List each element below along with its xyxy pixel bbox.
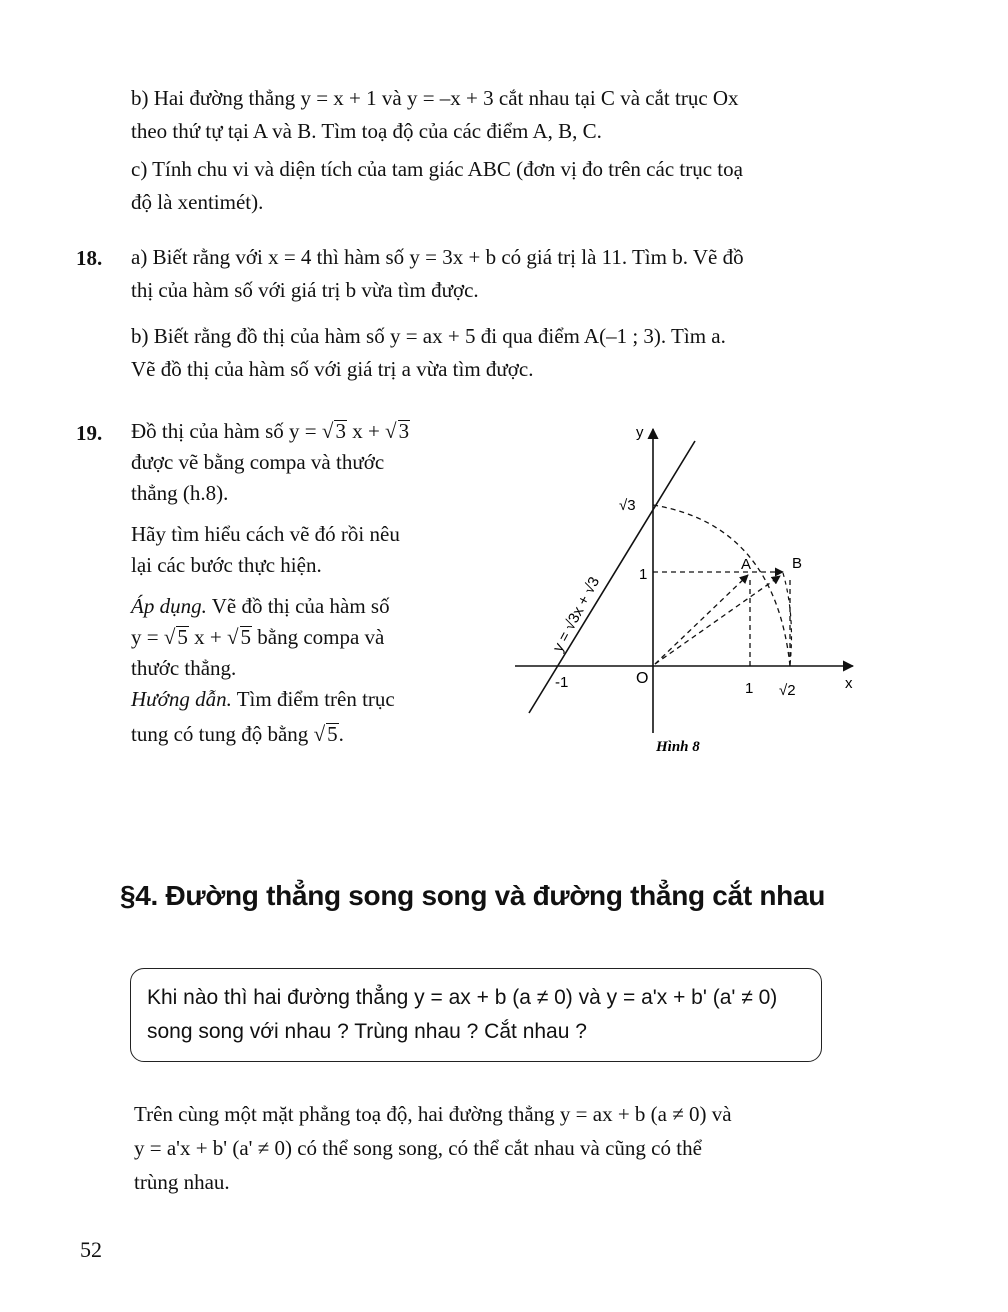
exercise-17-b-line2: theo thứ tự tại A và B. Tìm toạ độ của các điểm A, B, C.: [131, 119, 602, 143]
label-point-a: A: [741, 556, 752, 573]
exercise-19-line2: được vẽ bằng compa và thước: [131, 450, 385, 474]
exercise-19-hint: Hướng dẫn. Tìm điểm trên trục: [131, 687, 395, 711]
sqrt-5-c: 5: [327, 722, 338, 746]
label-minus-1: -1: [555, 674, 569, 691]
label-y-axis: y: [636, 424, 644, 441]
exercise-17-c-line1: c) Tính chu vi và diện tích của tam giác ABC (đơn vị đo trên các trục toạ: [131, 157, 743, 181]
sqrt-3-a: 3: [335, 419, 346, 443]
vector-ob: [655, 576, 780, 664]
apply-label: Áp dụng.: [131, 594, 207, 618]
exercise-18-a: [131, 241, 744, 307]
label-origin: O: [636, 670, 649, 687]
exercise-19-line1: Đồ thị của hàm số y = √3 x + √3: [131, 419, 410, 443]
question-line1: Khi nào thì hai đường thẳng y = ax + b (a ≠ 0) và y = a'x + b' (a' ≠ 0): [147, 986, 778, 1009]
question-box: [130, 968, 822, 1062]
label-sqrt2: √2: [779, 682, 796, 699]
graph-line: [529, 441, 695, 713]
question-box-text: [147, 981, 777, 1049]
hint-label: Hướng dẫn.: [131, 687, 232, 711]
exercise-17-b-line1: b) Hai đường thẳng y = x + 1 và y = –x + 3 cắt nhau tại C và cắt trục Ox: [131, 86, 739, 110]
label-1-x: 1: [745, 680, 754, 697]
label-x-axis: x: [845, 675, 853, 692]
exercise-19-line4: Hãy tìm hiểu cách vẽ đó rồi nêu: [131, 522, 400, 546]
compass-arc-large: [653, 505, 790, 666]
exercise-18-a-line1: a) Biết rằng với x = 4 thì hàm số y = 3x + b có giá trị là 11. Tìm b. Vẽ đồ: [131, 245, 744, 269]
body-line3: trùng nhau.: [134, 1170, 230, 1194]
body-line1: Trên cùng một mặt phẳng toạ độ, hai đường thẳng y = ax + b (a ≠ 0) và: [134, 1102, 732, 1126]
question-line2: song song với nhau ? Trùng nhau ? Cắt nhau ?: [147, 1020, 587, 1043]
section-title: §4. Đường thẳng song song và đường thẳng cắt nhau: [120, 880, 826, 911]
exercise-18-b-line1: b) Biết rằng đồ thị của hàm số y = ax + 5 đi qua điểm A(–1 ; 3). Tìm a.: [131, 324, 726, 348]
body-paragraph: [134, 1097, 732, 1199]
exercise-17-c-line2: độ là xentimét).: [131, 190, 264, 214]
sqrt-5-a: 5: [177, 625, 188, 649]
exercise-17-c: [131, 153, 743, 219]
exercise-19-number: 19.: [76, 421, 103, 445]
page-number: 52: [80, 1237, 102, 1262]
exercise-18-number: 18.: [76, 246, 103, 270]
sqrt-3-b: 3: [398, 419, 410, 443]
exercise-19-apply-line3: thước thẳng.: [131, 656, 237, 680]
exercise-18-b-line2: Vẽ đồ thị của hàm số với giá trị a vừa tìm được.: [131, 357, 534, 381]
exercise-17-b: [131, 82, 739, 148]
label-graph-line: y = √3x + √3: [549, 574, 604, 655]
label-1-y: 1: [639, 566, 648, 583]
exercise-19-text: [131, 416, 471, 750]
sqrt-5-b: 5: [240, 625, 251, 649]
exercise-19-apply-eq: y = √5 x + √5 bằng compa và: [131, 625, 385, 649]
vector-oa: [655, 575, 748, 664]
exercise-18-a-line2: thị của hàm số với giá trị b vừa tìm được.: [131, 278, 479, 302]
exercise-18-b: [131, 320, 726, 386]
exercise-19-line5: lại các bước thực hiện.: [131, 553, 322, 577]
figure-8: [505, 415, 865, 760]
body-line2: y = a'x + b' (a' ≠ 0) có thể song song, có thể cắt nhau và cũng có thể: [134, 1136, 702, 1160]
label-point-b: B: [792, 555, 803, 572]
exercise-19-apply: Áp dụng. Vẽ đồ thị của hàm số: [131, 594, 390, 618]
exercise-19-line3: thẳng (h.8).: [131, 481, 229, 505]
figure-caption: Hình 8: [656, 739, 700, 755]
exercise-19-hint-line2: tung có tung độ bằng √5.: [131, 722, 344, 746]
label-sqrt3: √3: [619, 497, 636, 514]
